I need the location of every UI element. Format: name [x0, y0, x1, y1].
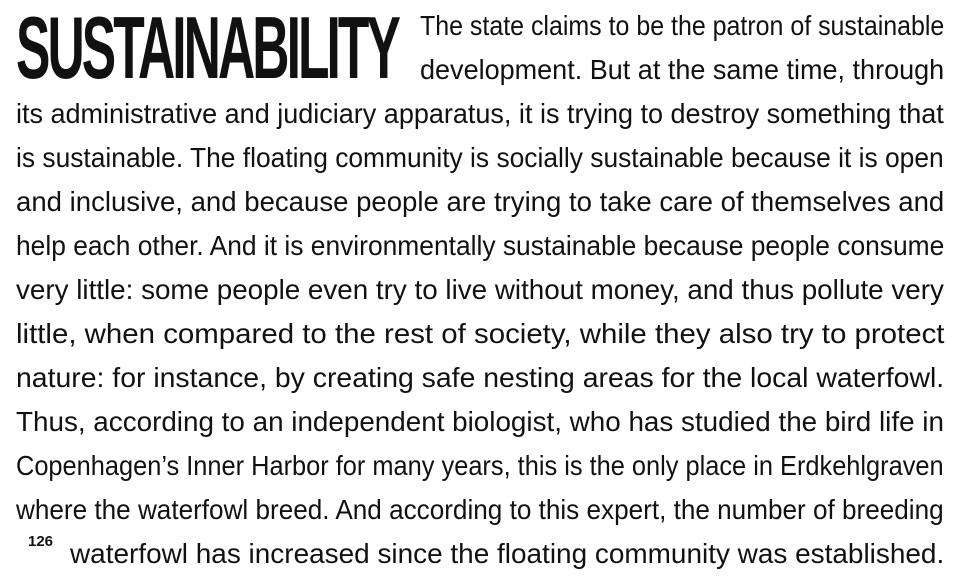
section-heading: SUSTAINABILITY — [16, 0, 398, 97]
body-line: help each other. And it is environmentally sustainable because people consume — [16, 230, 945, 261]
body-line: Copenhagen’s Inner Harbor for many years, this is the only place in Erdkehlgraven — [16, 450, 944, 481]
body-line: waterfowl has increased since the floating community was established. — [70, 538, 945, 569]
body-line: development. But at the same time, through — [420, 54, 945, 85]
body-line: Thus, according to an independent biologist, who has studied the bird life in — [16, 406, 944, 437]
body-line: little, when compared to the rest of society, while they also try to protect — [16, 318, 945, 349]
body-line: The state claims to be the patron of sustainable — [420, 10, 945, 41]
body-line: and inclusive, and because people are trying to take care of themselves and — [16, 186, 945, 217]
body-line: is sustainable. The floating community is socially sustainable because it is open — [16, 142, 944, 173]
document-page — [16, 0, 944, 576]
page-number: 126 — [28, 533, 54, 550]
body-line: where the waterfowl breed. And according to this expert, the number of breeding — [16, 494, 944, 525]
body-line: very little: some people even try to live without money, and thus pollute very — [16, 274, 944, 305]
body-line: nature: for instance, by creating safe nesting areas for the local waterfowl. — [16, 362, 945, 393]
body-line: its administrative and judiciary apparatus, it is trying to destroy something that — [16, 98, 944, 129]
